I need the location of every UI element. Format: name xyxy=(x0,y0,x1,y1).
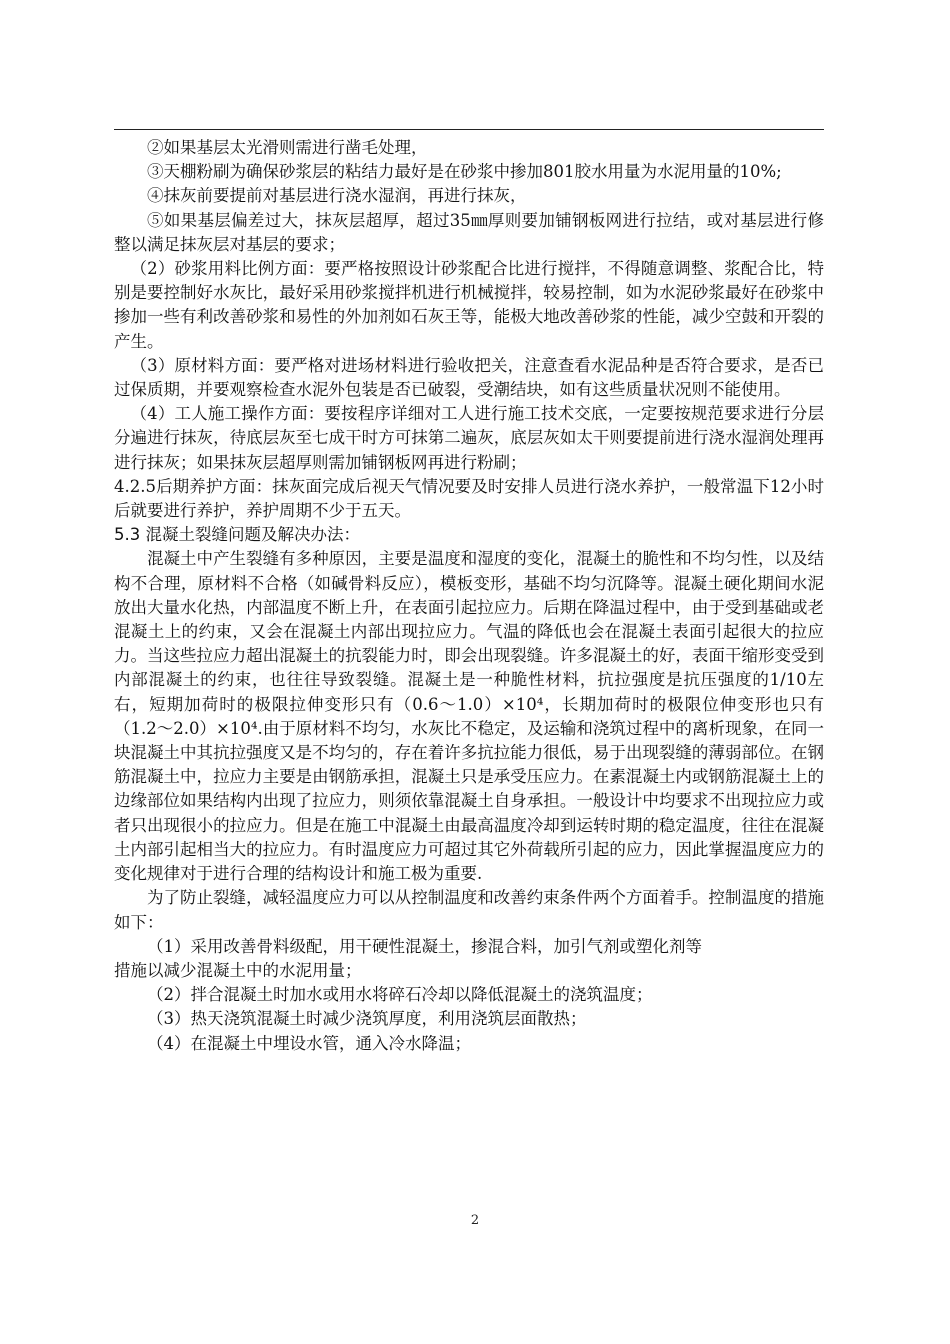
header-rule xyxy=(114,129,824,130)
paragraph: 措施以减少混凝土中的水泥用量； xyxy=(114,960,362,980)
paragraph: ⑤如果基层偏差过大，抹灰层超厚，超过35㎜厚则要加铺钢板网进行拉结，或对基层进行修整以满足抹灰层对基层的要求； xyxy=(114,210,824,254)
paragraph: （4）工人施工操作方面：要按程序详细对工人进行施工技术交底，一定要按规范要求进行分层分遍进行抹灰，待底层灰至七成干时方可抹第二遍灰，底层灰如太干则要提前进行浇水湿润处理再进行抹灰；如果抹灰层超厚则需加铺钢板网再进行粉刷； xyxy=(114,404,824,472)
page-number: 2 xyxy=(470,1213,480,1228)
section-heading: 5.3 混凝土裂缝问题及解决办法： xyxy=(114,525,360,545)
paragraph: ③天棚粉刷为确保砂浆层的粘结力最好是在砂浆中掺加801胶水用量为水泥用量的10%; xyxy=(147,162,782,182)
paragraph: 4.2.5后期养护方面：抹灰面完成后视天气情况要及时安排人员进行浇水养护，一般常温下12小时后就要进行养护，养护周期不少于五天。 xyxy=(114,476,824,521)
paragraph: （3）热天浇筑混凝土时减少浇筑厚度，利用浇筑层面散热； xyxy=(147,1009,587,1029)
paragraph: （1）采用改善骨料级配，用干硬性混凝土，掺混合料，加引气剂或塑化剂等 xyxy=(147,936,702,956)
paragraph: （4）在混凝土中埋设水管，通入冷水降温； xyxy=(147,1033,471,1053)
paragraph: 混凝土中产生裂缝有多种原因，主要是温度和湿度的变化，混凝土的脆性和不均匀性，以及结构不合理，原材料不合格（如碱骨料反应），模板变形，基础不均匀沉降等。混凝土硬化期间水泥放出大量水化热，内部温度不断上升，在表面引起拉应力。后期在降温过程中，由于受到基础或老混凝土上的约束，又会在混凝土内部出现拉应力。气温的降低也会在混凝土表面引起很大的拉应力。当这些拉应力超出混凝土的抗裂能力时，即会出现裂缝。许多混凝土的好，表面干缩形变受到内部混凝土的约束，也往往导致裂缝。混凝土是一种脆性材料，抗拉强度是抗压强度的1/10左右，短期加荷时的极限拉伸变形只有（0.6～1.0）×10⁴，长期加荷时的极限位伸变形也只有（1.2～2.0）×10⁴.由于原材料不均匀，水灰比不稳定，及运输和浇筑过程中的离析现象，在同一块混凝土中其抗拉强度又是不均匀的，存在着许多抗拉能力很低，易于出现裂缝的薄弱部位。在钢筋混凝土中，拉应力主要是由钢筋承担，混凝土只是承受压应力。在素混凝土内或钢筋混凝土上的边缘部位如果结构内出现了拉应力，则须依靠混凝土自身承担。一般设计中均要求不出现拉应力或者只出现很小的拉应力。但是在施工中混凝土由最高温度冷却到运转时期的稳定温度，往往在混凝土内部引起相当大的拉应力。有时温度应力可超过其它外荷载所引起的应力，因此掌握温度应力的变化规律对于进行合理的结构设计和施工极为重要. xyxy=(114,549,824,884)
paragraph: ④抹灰前要提前对基层进行浇水湿润，再进行抹灰， xyxy=(147,186,527,206)
paragraph: （2）拌合混凝土时加水或用水将碎石冷却以降低混凝土的浇筑温度； xyxy=(147,985,653,1005)
paragraph: （3）原材料方面：要严格对进场材料进行验收把关，注意查看水泥品种是否符合要求，是否已过保质期，并要观察检查水泥外包装是否已破裂，受潮结块，如有这些质量状况则不能使用。 xyxy=(114,355,824,400)
paragraph: ②如果基层太光滑则需进行凿毛处理， xyxy=(147,138,428,157)
paragraph: 为了防止裂缝，减轻温度应力可以从控制温度和改善约束条件两个方面着手。控制温度的措施如下： xyxy=(114,888,824,932)
paragraph: （2）砂浆用料比例方面：要严格按照设计砂浆配合比进行搅拌，不得随意调整、浆配合比，特别是要控制好水灰比，最好采用砂浆搅拌机进行机械搅拌，较易控制，如为水泥砂浆最好在砂浆中掺加一些有利改善砂浆和易性的外加剂如石灰王等，能极大地改善砂浆的性能，减少空鼓和开裂的产生。 xyxy=(114,259,824,351)
document-body xyxy=(114,136,824,1056)
